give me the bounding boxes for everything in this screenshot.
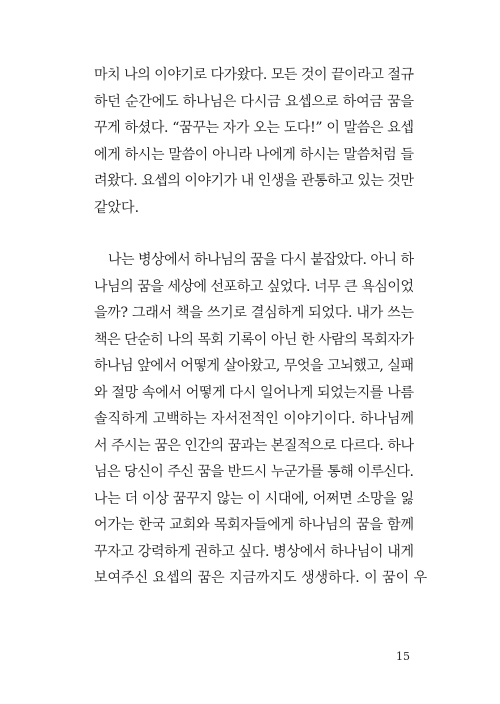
- paragraph-1: [94, 62, 414, 221]
- text-line: 나님의 꿈을 세상에 선포하고 싶었다. 너무 큰 욕심이었: [94, 278, 414, 295]
- paragraph-2: [94, 247, 428, 592]
- text-line: 하나님 앞에서 어떻게 살아왔고, 무엇을 고뇌했고, 실패: [94, 358, 414, 374]
- text-line: 어가는 한국 교회와 목회자들에게 하나님의 꿈을 함께: [94, 517, 414, 533]
- text-line: 책은 단순히 나의 목회 기록이 아닌 한 사람의 목회자가: [94, 331, 414, 348]
- text-line: 나는 더 이상 꿈꾸지 않는 이 시대에, 어쩌면 소망을 잃: [94, 490, 414, 507]
- text-line: 솔직하게 고백하는 자서전적인 이야기이다. 하나님께: [94, 411, 414, 427]
- text-line: 보여주신 요셉의 꿈은 지금까지도 생생하다. 이 꿈이 우: [94, 570, 428, 586]
- text-line: 을까? 그래서 책을 쓰기로 결심하게 되었다. 내가 쓰는: [94, 305, 414, 321]
- text-line: 같았다.: [94, 199, 140, 216]
- text-line: 서 주시는 꿈은 인간의 꿈과는 본질적으로 다르다. 하나: [94, 437, 414, 454]
- text-line: 와 절망 속에서 어떻게 다시 일어나게 되었는지를 나름: [94, 384, 414, 401]
- body-text: [94, 62, 428, 592]
- text-line: 에게 하시는 말씀이 아니라 나에게 하시는 말씀처럼 들: [94, 146, 414, 163]
- text-line: 려왔다. 요셉의 이야기가 내 인생을 관통하고 있는 것만: [94, 173, 414, 189]
- page-number: 15: [396, 650, 410, 663]
- text-line: 하던 순간에도 하나님은 다시금 요셉으로 하여금 꿈을: [94, 93, 414, 110]
- text-line: 꾸게 하셨다. “꿈꾸는 자가 오는 도다!” 이 말씀은 요셉: [94, 120, 414, 136]
- text-line: 나는 병상에서 하나님의 꿈을 다시 붙잡았다. 아니 하: [108, 252, 414, 268]
- text-line: 꾸자고 강력하게 권하고 싶다. 병상에서 하나님이 내게: [94, 543, 414, 560]
- text-line: 마치 나의 이야기로 다가왔다. 모든 것이 끝이라고 절규: [94, 67, 414, 83]
- text-line: 님은 당신이 주신 꿈을 반드시 누군가를 통해 이루신다.: [94, 464, 414, 480]
